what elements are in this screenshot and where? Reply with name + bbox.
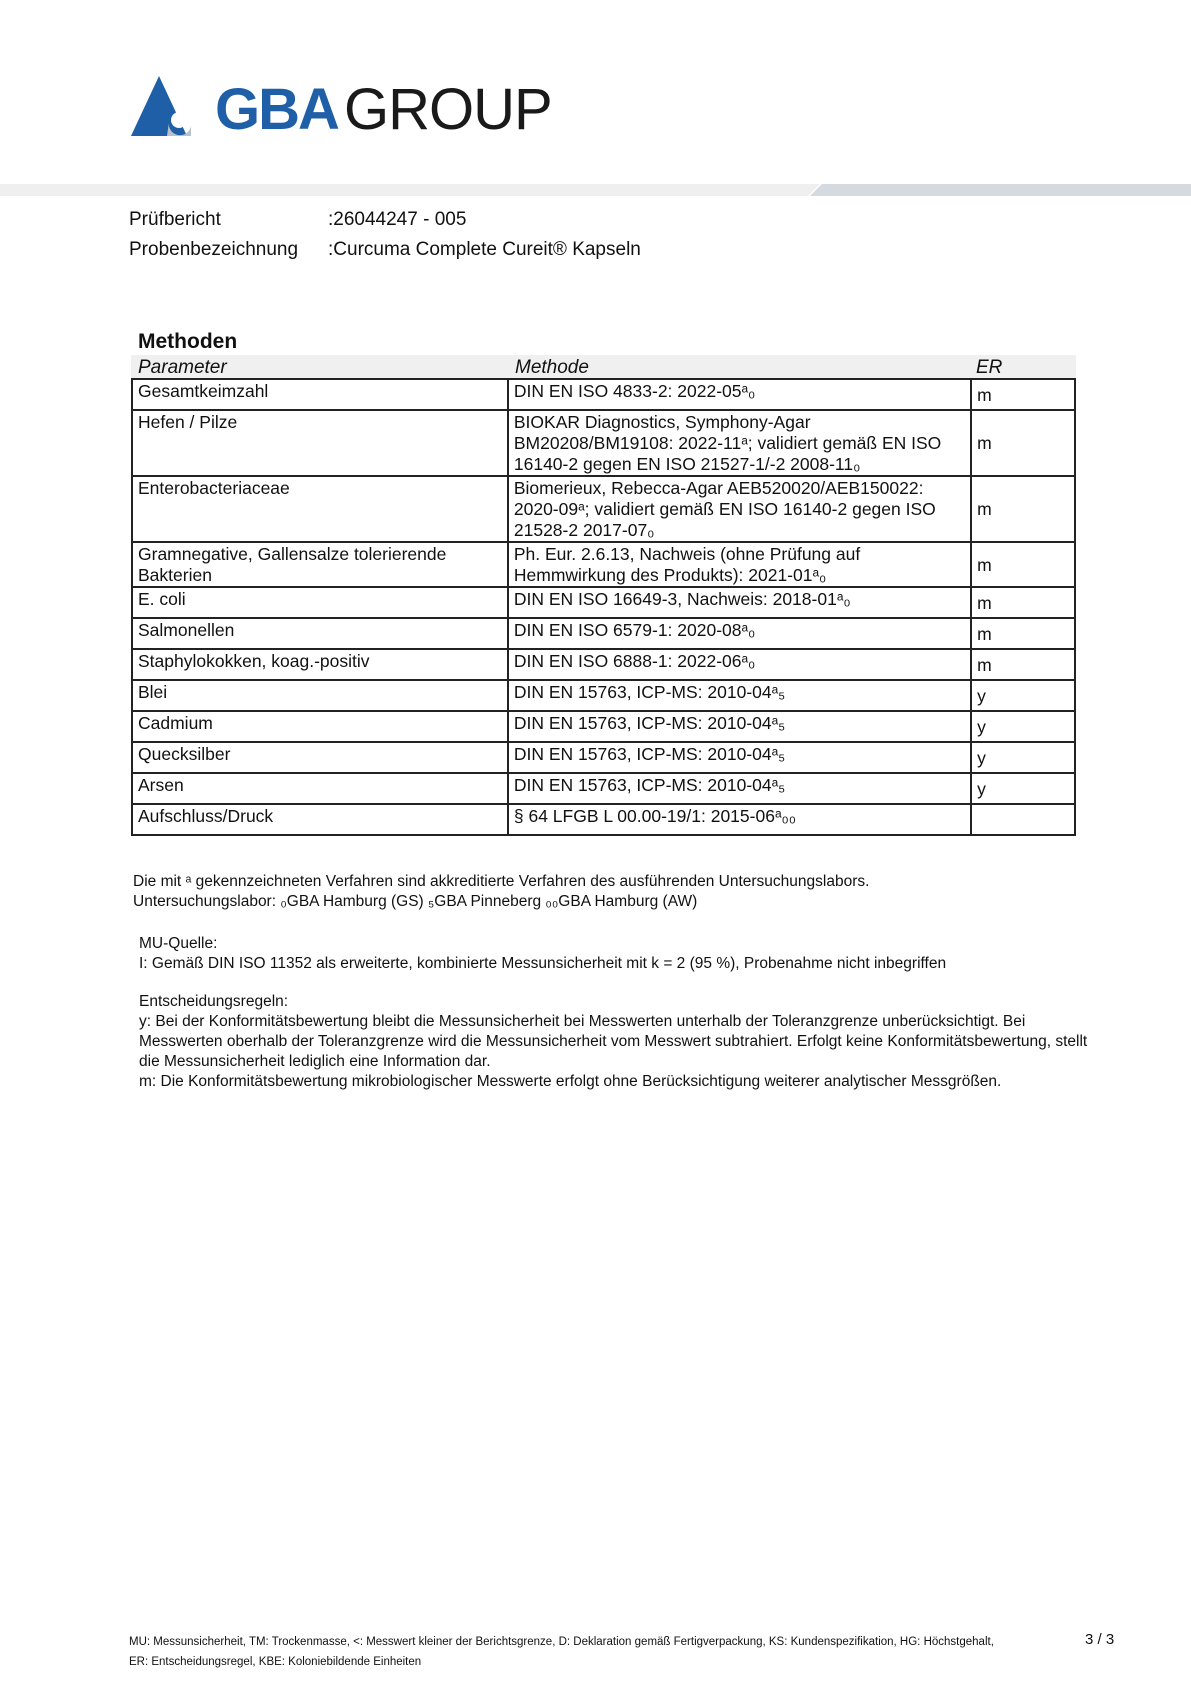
methods-table-header — [131, 355, 1076, 379]
er-cell: m — [971, 649, 1075, 680]
decision-rule-m: m: Die Konformitätsbewertung mikrobiologischer Messwerte erfolgt ohne Berücksichtigung weiterer analytischer Messgrößen. — [139, 1073, 1002, 1090]
er-cell: m — [971, 618, 1075, 649]
method-cell: DIN EN 15763, ICP-MS: 2010-04ᵃ₅ — [508, 773, 971, 804]
report-number-label: Prüfbericht — [129, 209, 221, 230]
method-cell: DIN EN 15763, ICP-MS: 2010-04ᵃ₅ — [508, 742, 971, 773]
table-row — [132, 711, 1075, 742]
table-row — [132, 379, 1075, 410]
report-number-row — [129, 209, 829, 239]
report-meta — [129, 209, 829, 269]
er-cell: m — [971, 476, 1075, 542]
parameter-cell: Gesamtkeimzahl — [132, 379, 508, 410]
sample-name-label: Probenbezeichnung — [129, 239, 299, 260]
er-cell: m — [971, 542, 1075, 587]
header-er: ER — [976, 357, 1003, 378]
footer-line-2: ER: Entscheidungsregel, KBE: Koloniebildende Einheiten — [129, 1656, 422, 1668]
table-row — [132, 542, 1075, 587]
method-cell: DIN EN 15763, ICP-MS: 2010-04ᵃ₅ — [508, 680, 971, 711]
er-cell: m — [971, 587, 1075, 618]
method-cell: DIN EN ISO 16649-3, Nachweis: 2018-01ᵃ₀ — [508, 587, 971, 618]
table-row — [132, 410, 1075, 476]
parameter-cell: Blei — [132, 680, 508, 711]
table-row — [132, 680, 1075, 711]
er-cell — [971, 804, 1075, 835]
method-cell: § 64 LFGB L 00.00-19/1: 2015-06ᵃ₀₀ — [508, 804, 971, 835]
method-cell: DIN EN ISO 6888-1: 2022-06ᵃ₀ — [508, 649, 971, 680]
footer-line-1: MU: Messunsicherheit, TM: Trockenmasse, <: Messwert kleiner der Berichtsgrenze, D: Deklaration gemäß Fertigverpackung, KS: Kundenspezifikation, HG: Höchstgehalt, — [129, 1636, 994, 1648]
method-cell: Ph. Eur. 2.6.13, Nachweis (ohne Prüfung auf Hemmwirkung des Produkts): 2021-01ᵃ₀ — [508, 542, 971, 587]
decision-rule-y: y: Bei der Konformitätsbewertung bleibt die Messunsicherheit bei Messwerten unterhalb der Toleranzgrenze unberücksichtigt. Bei Messwerten oberhalb der Toleranzgrenze wird die Messunsicherheit vom Messwert subtrahiert. Erfolgt keine Konformitätsbewertung, stellt die Messunsicherheit lediglich eine Information dar. — [139, 1013, 1088, 1070]
table-row — [132, 742, 1075, 773]
table-row — [132, 649, 1075, 680]
methods-title: Methoden — [138, 330, 238, 353]
header-divider-band — [0, 182, 1191, 198]
parameter-cell: Quecksilber — [132, 742, 508, 773]
parameter-cell: Hefen / Pilze — [132, 410, 508, 476]
method-cell: BIOKAR Diagnostics, Symphony-Agar BM20208/BM19108: 2022-11ᵃ; validiert gemäß EN ISO 16140-2 gegen EN ISO 21527-1/-2 2008-11₀ — [508, 410, 971, 476]
footer-abbreviations — [129, 1632, 999, 1672]
parameter-cell: Aufschluss/Druck — [132, 804, 508, 835]
accreditation-note: Die mit ᵃ gekennzeichneten Verfahren sind akkreditierte Verfahren des ausführenden Untersuchungslabors. — [133, 873, 870, 890]
logo-text-group: GROUP — [344, 77, 552, 142]
er-cell: m — [971, 410, 1075, 476]
mu-source-title: MU-Quelle: — [139, 935, 218, 952]
decision-rules-title: Entscheidungsregeln: — [139, 993, 289, 1010]
parameter-cell: E. coli — [132, 587, 508, 618]
parameter-cell: Staphylokokken, koag.-positiv — [132, 649, 508, 680]
logo-text-gba: GBA — [215, 77, 338, 142]
method-cell: DIN EN ISO 4833-2: 2022-05ᵃ₀ — [508, 379, 971, 410]
notes-section — [133, 872, 1093, 1092]
method-cell: DIN EN ISO 6579-1: 2020-08ᵃ₀ — [508, 618, 971, 649]
report-number-value: :26044247 - 005 — [328, 209, 467, 230]
parameter-cell: Gramnegative, Gallensalze tolerierende Bakterien — [132, 542, 508, 587]
method-cell: Biomerieux, Rebecca-Agar AEB520020/AEB150022: 2020-09ᵃ; validiert gemäß EN ISO 16140-2 gegen ISO 21528-2 2017-07₀ — [508, 476, 971, 542]
gba-group-logo — [131, 76, 561, 142]
er-cell: y — [971, 680, 1075, 711]
gba-triangle-icon — [131, 76, 211, 138]
parameter-cell: Enterobacteriaceae — [132, 476, 508, 542]
parameter-cell: Salmonellen — [132, 618, 508, 649]
labs-note: Untersuchungslabor: ₀GBA Hamburg (GS) ₅GBA Pinneberg ₀₀GBA Hamburg (AW) — [133, 893, 698, 910]
table-row — [132, 587, 1075, 618]
sample-name-value: :Curcuma Complete Cureit® Kapseln — [328, 239, 641, 260]
er-cell: y — [971, 773, 1075, 804]
table-row — [132, 773, 1075, 804]
header-parameter: Parameter — [138, 357, 227, 378]
sample-name-row — [129, 239, 829, 269]
methods-table — [131, 378, 1076, 836]
er-cell: y — [971, 742, 1075, 773]
parameter-cell: Cadmium — [132, 711, 508, 742]
er-cell: m — [971, 379, 1075, 410]
table-row — [132, 476, 1075, 542]
method-cell: DIN EN 15763, ICP-MS: 2010-04ᵃ₅ — [508, 711, 971, 742]
parameter-cell: Arsen — [132, 773, 508, 804]
table-row — [132, 804, 1075, 835]
page-number: 3 / 3 — [1085, 1631, 1115, 1648]
er-cell: y — [971, 711, 1075, 742]
header-method: Methode — [515, 357, 589, 378]
table-row — [132, 618, 1075, 649]
mu-source-text: I: Gemäß DIN ISO 11352 als erweiterte, kombinierte Messunsicherheit mit k = 2 (95 %), Probenahme nicht inbegriffen — [139, 955, 947, 972]
